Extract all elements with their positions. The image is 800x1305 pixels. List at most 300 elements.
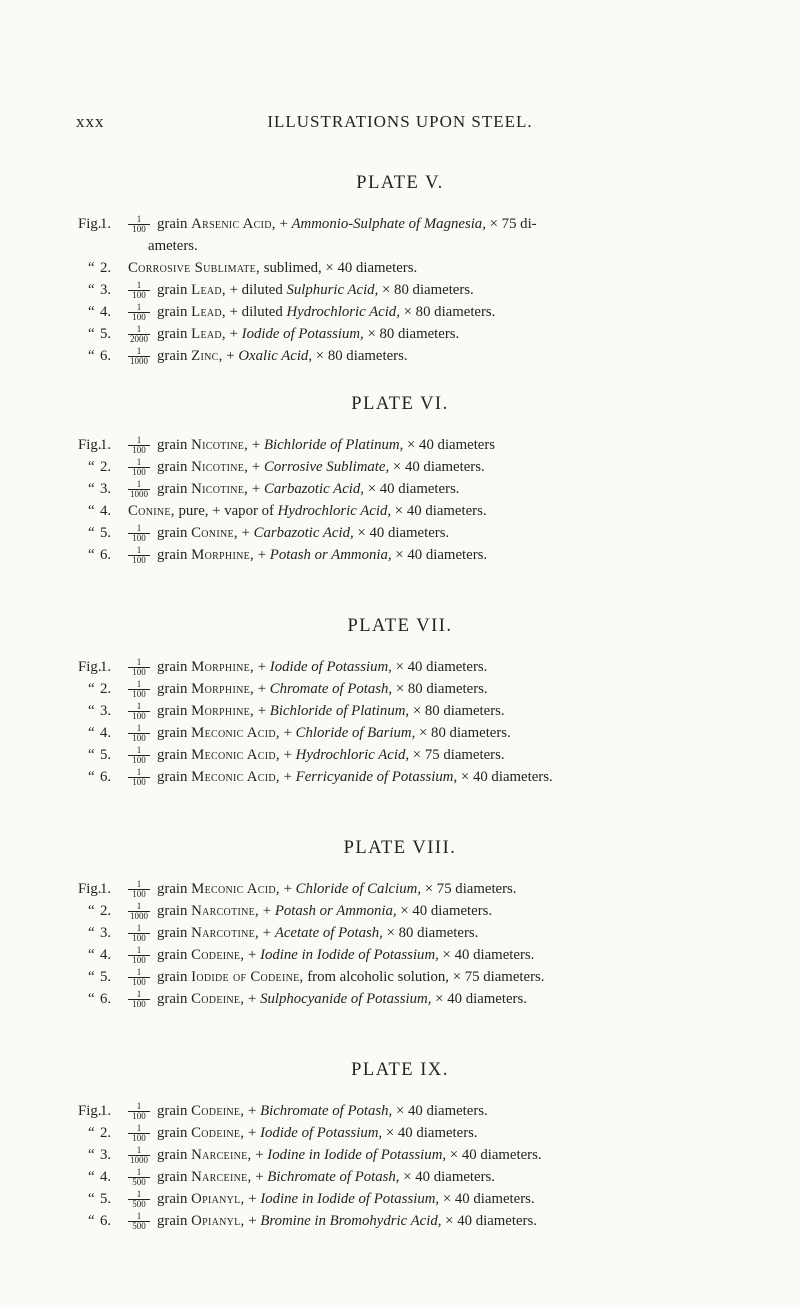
figure-label: “ <box>88 703 95 719</box>
figure-list <box>0 213 800 367</box>
fraction-denominator: 1000 <box>130 356 148 367</box>
grain-word: grain <box>157 969 188 985</box>
fraction-numerator: 1 <box>128 347 150 357</box>
fraction-denominator: 100 <box>132 977 146 988</box>
times-sign: × <box>392 459 402 475</box>
plus-sign: + <box>248 1103 257 1119</box>
substance-name: Codeine, <box>191 1103 245 1119</box>
fraction-numerator: 1 <box>128 524 150 534</box>
figure-number: 1. <box>100 881 112 897</box>
grain-fraction <box>128 1102 150 1121</box>
grain-fraction <box>128 347 150 366</box>
plate-title: PLATE V. <box>356 173 444 193</box>
grain-fraction <box>128 215 150 234</box>
magnification: 80 diameters. <box>424 703 505 719</box>
reagent-name: Iodine in Iodide of Potassium, <box>267 1147 447 1163</box>
plus-sign: + <box>248 1125 257 1141</box>
figure-entry <box>0 922 800 944</box>
grain-word: grain <box>157 459 188 475</box>
times-sign: × <box>435 991 444 1007</box>
figure-label: “ <box>88 681 95 697</box>
substance-name: Narcotine, <box>191 903 260 919</box>
fraction-numerator: 1 <box>128 702 150 712</box>
figure-number: 4. <box>100 725 112 741</box>
times-sign: × <box>442 1191 452 1207</box>
grain-fraction <box>128 702 150 721</box>
times-sign: × <box>394 503 404 519</box>
figure-entry <box>0 766 800 788</box>
figure-number: 6. <box>100 1213 112 1229</box>
figure-entry <box>0 279 800 301</box>
plus-sign: + <box>257 703 267 719</box>
magnification: 40 diameters. <box>412 903 493 919</box>
fraction-numerator: 1 <box>128 458 150 468</box>
times-sign: × <box>367 326 376 342</box>
substance-name: Nicotine, <box>191 437 249 453</box>
substance-name: Narceine, <box>191 1169 252 1185</box>
grain-word: grain <box>157 1125 188 1141</box>
figure-entry <box>0 1210 800 1232</box>
figure-number: 6. <box>100 769 112 785</box>
plus-sign: + <box>248 1213 257 1229</box>
grain-word: grain <box>157 1147 188 1163</box>
reagent-modifier: diluted <box>241 304 283 320</box>
grain-fraction <box>128 303 150 322</box>
figure-number: 6. <box>100 547 112 563</box>
substance-name: Meconic Acid, <box>191 769 280 785</box>
substance-name: Lead, <box>191 304 226 320</box>
figure-description <box>128 766 740 788</box>
magnification: 80 diameters. <box>398 925 479 941</box>
reagent-modifier: diluted <box>241 282 283 298</box>
grain-fraction <box>128 458 150 477</box>
grain-fraction <box>128 946 150 965</box>
fraction-denominator: 100 <box>132 1111 146 1122</box>
figure-entry <box>0 944 800 966</box>
figure-description <box>128 301 740 323</box>
substance-name: Codeine, <box>191 947 245 963</box>
fraction-denominator: 2000 <box>130 334 148 345</box>
times-sign: × <box>460 769 470 785</box>
fraction-numerator: 1 <box>128 658 150 668</box>
plus-sign: + <box>241 525 250 541</box>
reagent-name: Iodide of Potassium, <box>260 1125 383 1141</box>
grain-fraction <box>128 724 150 743</box>
plus-sign: + <box>226 348 235 364</box>
plus-sign: + <box>262 903 272 919</box>
grain-word: grain <box>157 925 188 941</box>
plus-sign: + <box>283 747 292 763</box>
grain-fraction <box>128 1212 150 1231</box>
figure-description <box>128 1210 740 1232</box>
fraction-denominator: 100 <box>132 755 146 766</box>
substance-name: Arsenic Acid, <box>191 216 276 232</box>
figure-description <box>128 966 740 988</box>
plate-section <box>0 616 800 788</box>
plus-sign: + <box>257 659 267 675</box>
fraction-numerator: 1 <box>128 1212 150 1222</box>
fraction-numerator: 1 <box>128 303 150 313</box>
substance-name: Conine, <box>128 503 175 519</box>
fraction-numerator: 1 <box>128 546 150 556</box>
figure-label: “ <box>88 991 95 1007</box>
grain-word: grain <box>157 947 188 963</box>
grain-word: grain <box>157 304 188 320</box>
grain-word: grain <box>157 769 188 785</box>
figure-entry <box>0 1188 800 1210</box>
grain-word: grain <box>157 881 188 897</box>
fraction-numerator: 1 <box>128 946 150 956</box>
times-sign: × <box>489 216 498 232</box>
substance-name: Zinc, <box>191 348 223 364</box>
reagent-name: Sulphocyanide of Potassium, <box>260 991 432 1007</box>
figure-label: “ <box>88 348 95 364</box>
magnification: 40 diameters <box>419 437 496 453</box>
figure-number: 5. <box>100 1191 112 1207</box>
fraction-denominator: 100 <box>132 312 146 323</box>
figure-number: 1. <box>100 437 112 453</box>
figure-entry <box>0 500 800 522</box>
figure-label: “ <box>88 459 95 475</box>
magnification: 40 diameters. <box>404 459 485 475</box>
figure-number: 4. <box>100 304 112 320</box>
page-number: xxx <box>76 112 105 131</box>
figure-number: 1. <box>100 659 112 675</box>
substance-name: Morphine, <box>191 659 255 675</box>
grain-fraction <box>128 968 150 987</box>
magnification: 40 diameters. <box>457 1213 537 1229</box>
figure-entry <box>0 213 800 257</box>
figure-number: 2. <box>100 260 112 276</box>
reagent-name: Iodine in Iodide of Potassium, <box>260 947 439 963</box>
figure-entry <box>0 257 800 279</box>
grain-word: grain <box>157 282 188 298</box>
fraction-denominator: 100 <box>132 290 146 301</box>
figure-entry <box>0 345 800 367</box>
magnification: 40 diameters. <box>454 1191 535 1207</box>
magnification: 40 diameters. <box>407 547 488 563</box>
figure-number: 5. <box>100 969 112 985</box>
times-sign: × <box>403 1169 412 1185</box>
times-sign: × <box>395 659 404 675</box>
magnification: 80 diameters. <box>327 348 408 364</box>
magnification: 40 diameters. <box>397 1125 478 1141</box>
figure-entry <box>0 678 800 700</box>
running-title: ILLUSTRATIONS UPON STEEL. <box>267 112 533 131</box>
figure-entry <box>0 1122 800 1144</box>
plate-title: PLATE VIII. <box>343 838 457 858</box>
grain-word: grain <box>157 659 188 675</box>
reagent-name: Acetate of Potash, <box>274 925 383 941</box>
fraction-denominator: 100 <box>132 533 146 544</box>
figure-description <box>128 456 740 478</box>
grain-word: grain <box>157 903 188 919</box>
figure-entry <box>0 1166 800 1188</box>
magnification: 80 diameters. <box>415 304 496 320</box>
figure-label: “ <box>88 481 95 497</box>
grain-word: grain <box>157 747 188 763</box>
figure-description <box>128 678 740 700</box>
times-sign: × <box>445 1213 454 1229</box>
magnification: 80 diameters. <box>431 725 511 741</box>
reagent-name: Corrosive Sublimate, <box>263 459 390 475</box>
figure-number: 6. <box>100 348 112 364</box>
magnification: 75 diameters. <box>436 881 517 897</box>
times-sign: × <box>449 1147 459 1163</box>
figure-label: Fig. <box>78 216 102 232</box>
substance-name: Codeine, <box>191 991 245 1007</box>
grain-fraction <box>128 990 150 1009</box>
reagent-name: Bichloride of Platinum, <box>269 703 410 719</box>
grain-fraction <box>128 281 150 300</box>
substance-name: Iodide of Codeine, <box>191 969 304 985</box>
reagent-name: Chloride of Barium, <box>295 725 416 741</box>
figure-number: 5. <box>100 747 112 763</box>
fraction-denominator: 1000 <box>130 1155 148 1166</box>
plus-sign: + <box>279 216 288 232</box>
description-continuation: ameters. <box>148 238 198 254</box>
fraction-numerator: 1 <box>128 480 150 490</box>
reagent-name: Oxalic Acid, <box>238 348 313 364</box>
plus-sign: + <box>248 1191 257 1207</box>
times-sign: × <box>386 925 395 941</box>
fraction-numerator: 1 <box>128 746 150 756</box>
plus-sign: + <box>229 304 238 320</box>
figure-number: 4. <box>100 947 112 963</box>
magnification: 40 diameters. <box>379 481 460 497</box>
figure-label: “ <box>88 1191 95 1207</box>
plate-title: PLATE VI. <box>351 394 449 414</box>
figure-label: “ <box>88 525 95 541</box>
times-sign: × <box>315 348 325 364</box>
substance-name: Conine, <box>191 525 238 541</box>
magnification: 40 diameters. <box>407 659 488 675</box>
figure-label: “ <box>88 747 95 763</box>
figure-label: “ <box>88 304 95 320</box>
reagent-name: Hydrochloric Acid, <box>295 747 410 763</box>
grain-fraction <box>128 524 150 543</box>
figure-label: “ <box>88 947 95 963</box>
fraction-denominator: 500 <box>132 1177 146 1188</box>
plate-section <box>0 838 800 1010</box>
grain-word: grain <box>157 991 188 1007</box>
reagent-name: Carbazotic Acid, <box>263 481 364 497</box>
figure-entry <box>0 544 800 566</box>
times-sign: × <box>400 903 409 919</box>
grain-fraction <box>128 768 150 787</box>
figure-description <box>128 988 740 1010</box>
magnification: 80 diameters. <box>379 326 460 342</box>
reagent-name: Potash or Ammonia, <box>269 547 392 563</box>
substance-name: Narceine, <box>191 1147 252 1163</box>
figure-label: Fig. <box>78 659 102 675</box>
times-sign: × <box>367 481 377 497</box>
fraction-numerator: 1 <box>128 724 150 734</box>
magnification: 75 di- <box>501 216 537 232</box>
figure-number: 2. <box>100 681 112 697</box>
times-sign: × <box>395 681 405 697</box>
plus-sign: + <box>257 681 267 697</box>
plus-sign: + <box>229 326 238 342</box>
figure-label: Fig. <box>78 1103 102 1119</box>
fraction-numerator: 1 <box>128 880 150 890</box>
fraction-numerator: 1 <box>128 902 150 912</box>
fraction-denominator: 100 <box>132 667 146 678</box>
fraction-numerator: 1 <box>128 1124 150 1134</box>
figure-entry <box>0 878 800 900</box>
substance-name: Opianyl, <box>191 1191 245 1207</box>
fraction-numerator: 1 <box>128 768 150 778</box>
reagent-name: Carbazotic Acid, <box>253 525 354 541</box>
figure-number: 2. <box>100 903 112 919</box>
figure-description <box>128 544 740 566</box>
fraction-denominator: 100 <box>132 689 146 700</box>
figure-number: 5. <box>100 326 112 342</box>
figure-label: “ <box>88 547 95 563</box>
figure-entry <box>0 323 800 345</box>
grain-fraction <box>128 680 150 699</box>
figure-label: “ <box>88 903 95 919</box>
substance-name: Morphine, <box>191 681 255 697</box>
figure-entry <box>0 722 800 744</box>
times-sign: × <box>442 947 451 963</box>
reagent-name: Bichloride of Platinum, <box>263 437 404 453</box>
figure-description <box>128 323 740 345</box>
fraction-denominator: 100 <box>132 777 146 788</box>
reagent-name: Bichromate of Potash, <box>267 1169 400 1185</box>
figure-entry <box>0 434 800 456</box>
figure-entry <box>0 1100 800 1122</box>
grain-word: grain <box>157 348 188 364</box>
fraction-denominator: 100 <box>132 999 146 1010</box>
substance-name: Meconic Acid, <box>191 725 280 741</box>
figure-entry <box>0 988 800 1010</box>
grain-fraction <box>128 1146 150 1165</box>
fraction-numerator: 1 <box>128 968 150 978</box>
figure-description <box>128 434 740 456</box>
figure-label: “ <box>88 1213 95 1229</box>
reagent-name: Ammonio-Sulphate of Magnesia, <box>291 216 486 232</box>
reagent-name: Sulphuric Acid, <box>286 282 379 298</box>
figure-number: 6. <box>100 991 112 1007</box>
substance-name: Meconic Acid, <box>191 747 280 763</box>
plus-sign: + <box>248 991 257 1007</box>
figure-description <box>128 1144 740 1166</box>
magnification: 40 diameters. <box>454 947 535 963</box>
substance-name: Nicotine, <box>191 481 249 497</box>
grain-word: grain <box>157 1103 188 1119</box>
reagent-name: Chloride of Calcium, <box>295 881 422 897</box>
figure-label: “ <box>88 925 95 941</box>
grain-word: grain <box>157 326 188 342</box>
figure-entry <box>0 966 800 988</box>
figure-description <box>128 1188 740 1210</box>
grain-word: grain <box>157 681 188 697</box>
grain-fraction <box>128 1168 150 1187</box>
magnification: 80 diameters. <box>407 681 488 697</box>
figure-label: Fig. <box>78 881 102 897</box>
grain-fraction <box>128 325 150 344</box>
figure-description <box>128 722 740 744</box>
magnification: 40 diameters. <box>406 503 487 519</box>
grain-word: grain <box>157 703 188 719</box>
grain-word: grain <box>157 725 188 741</box>
figure-entry <box>0 456 800 478</box>
grain-word: grain <box>157 1191 188 1207</box>
figure-number: 3. <box>100 703 112 719</box>
plate-section <box>0 173 800 367</box>
fraction-numerator: 1 <box>128 215 150 225</box>
plus-sign: + <box>283 725 292 741</box>
grain-fraction <box>128 1190 150 1209</box>
grain-fraction <box>128 924 150 943</box>
substance-name: Nicotine, <box>191 459 249 475</box>
grain-word: grain <box>157 1169 188 1185</box>
grain-word: grain <box>157 481 188 497</box>
figure-label: “ <box>88 282 95 298</box>
figure-list <box>0 1100 800 1232</box>
reagent-name: Chromate of Potash, <box>269 681 393 697</box>
figure-label: Fig. <box>78 437 102 453</box>
grain-fraction <box>128 436 150 455</box>
grain-word: grain <box>157 437 188 453</box>
times-sign: × <box>412 703 422 719</box>
fraction-denominator: 100 <box>132 733 146 744</box>
fraction-numerator: 1 <box>128 1190 150 1200</box>
grain-fraction <box>128 902 150 921</box>
figure-list <box>0 434 800 566</box>
fraction-numerator: 1 <box>128 1146 150 1156</box>
times-sign: × <box>381 282 391 298</box>
fraction-denominator: 100 <box>132 224 146 235</box>
fraction-denominator: 500 <box>132 1221 146 1232</box>
times-sign: × <box>395 547 404 563</box>
substance-name: Narcotine, <box>191 925 260 941</box>
reagent-name: Hydrochloric Acid, <box>277 503 392 519</box>
fraction-denominator: 100 <box>132 445 146 456</box>
figure-number: 4. <box>100 503 112 519</box>
times-sign: × <box>385 1125 395 1141</box>
magnification: 40 diameters. <box>472 769 553 785</box>
substance-name: Lead, <box>191 326 226 342</box>
figure-label: “ <box>88 260 95 276</box>
figure-description <box>128 345 740 367</box>
fraction-denominator: 100 <box>132 1133 146 1144</box>
fraction-denominator: 100 <box>132 467 146 478</box>
figure-label: “ <box>88 769 95 785</box>
reagent-name: Iodide of Potassium, <box>241 326 364 342</box>
figure-description <box>128 522 740 544</box>
magnification: 40 diameters. <box>447 991 527 1007</box>
grain-word: grain <box>157 525 188 541</box>
magnification: 40 diameters. <box>415 1169 495 1185</box>
figure-number: 2. <box>100 459 112 475</box>
page-header <box>0 112 800 134</box>
figure-entry <box>0 478 800 500</box>
figure-label: “ <box>88 1125 95 1141</box>
grain-fraction <box>128 658 150 677</box>
plus-sign: + <box>251 459 261 475</box>
grain-word: grain <box>157 547 188 563</box>
plate-section <box>0 394 800 566</box>
figure-entry <box>0 522 800 544</box>
figure-number: 3. <box>100 1147 112 1163</box>
fraction-denominator: 100 <box>132 933 146 944</box>
substance-name: Corrosive Sublimate, <box>128 260 261 276</box>
grain-word: grain <box>157 1213 188 1229</box>
figure-label: “ <box>88 503 95 519</box>
figure-description <box>128 878 740 900</box>
